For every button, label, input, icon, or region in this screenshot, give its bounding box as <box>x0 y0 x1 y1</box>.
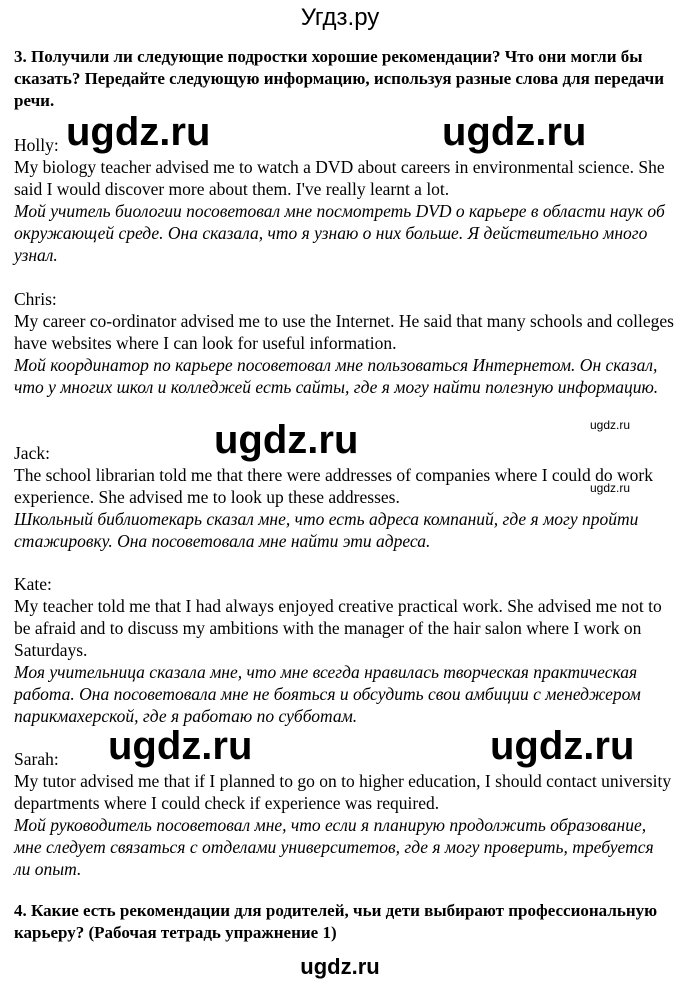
russian-translation: Мой учитель биологии посоветовал мне посмотреть DVD о карьере в области наук об окружающей среде. Она сказала, что я узнаю о них больше. Я действительно много узнал. <box>14 201 665 265</box>
russian-translation: Моя учительница сказала мне, что мне всегда нравилась творческая практическая работа. Она посоветовала мне не бояться и обсудить свои амбиции с менеджером парикмахерской, где я работаю по субботам. <box>14 662 641 726</box>
english-text: The school librarian told me that there were addresses of companies where I could do work experience. She advised me to look up these addresses. <box>14 465 654 507</box>
entry-kate <box>14 573 674 727</box>
speaker-label: Holly: <box>14 135 59 155</box>
watermark: ugdz.ru <box>442 110 587 154</box>
speaker-label: Kate: <box>14 574 52 594</box>
watermark: ugdz.ru <box>66 110 211 154</box>
russian-translation: Мой координатор по карьере посоветовал мне пользоваться Интернетом. Он сказал, что у многих школ и колледжей есть сайты, где я могу найти полезную информацию. <box>14 355 659 397</box>
english-text: My biology teacher advised me to watch a DVD about careers in environmental science. She said I would discover more about them. I've really learnt a lot. <box>14 157 665 199</box>
watermark: ugdz.ru <box>590 418 631 432</box>
watermark: ugdz.ru <box>108 724 253 768</box>
russian-translation: Школьный библиотекарь сказал мне, что есть адреса компаний, где я могу пройти стажировку. Она посоветовала мне найти эти адреса. <box>14 509 639 551</box>
entry-chris <box>14 288 674 398</box>
task-3-heading: 3. Получили ли следующие подростки хорошие рекомендации? Что они могли бы сказать? Передайте следующую информацию, используя разные слова для передачи речи. <box>14 47 665 110</box>
watermark: ugdz.ru <box>214 418 359 462</box>
watermark: ugdz.ru <box>490 724 635 768</box>
site-header-title: Угдз.ру <box>300 4 380 31</box>
watermark: ugdz.ru <box>590 481 631 495</box>
speaker-label: Sarah: <box>14 749 59 769</box>
task-4-heading: 4. Какие есть рекомендации для родителей, чьи дети выбирают профессиональную карьеру? (Рабочая тетрадь упражнение 1) <box>14 901 658 942</box>
english-text: My teacher told me that I had always enjoyed creative practical work. She advised me not to be afraid and to discuss my ambitions with the manager of the hair salon where I work on Saturdays. <box>14 596 662 660</box>
english-text: My tutor advised me that if I planned to go on to higher education, I should contact university departments where I could check if experience was required. <box>14 771 672 813</box>
english-text: My career co-ordinator advised me to use the Internet. He said that many schools and colleges have websites where I can look for useful information. <box>14 311 674 353</box>
speaker-label: Chris: <box>14 289 57 309</box>
speaker-label: Jack: <box>14 443 50 463</box>
site-footer: ugdz.ru <box>300 954 380 979</box>
russian-translation: Мой руководитель посоветовал мне, что если я планирую продолжить образование, мне следует связаться с отделами университетов, где я могу проверить, требуется ли опыт. <box>14 815 654 879</box>
